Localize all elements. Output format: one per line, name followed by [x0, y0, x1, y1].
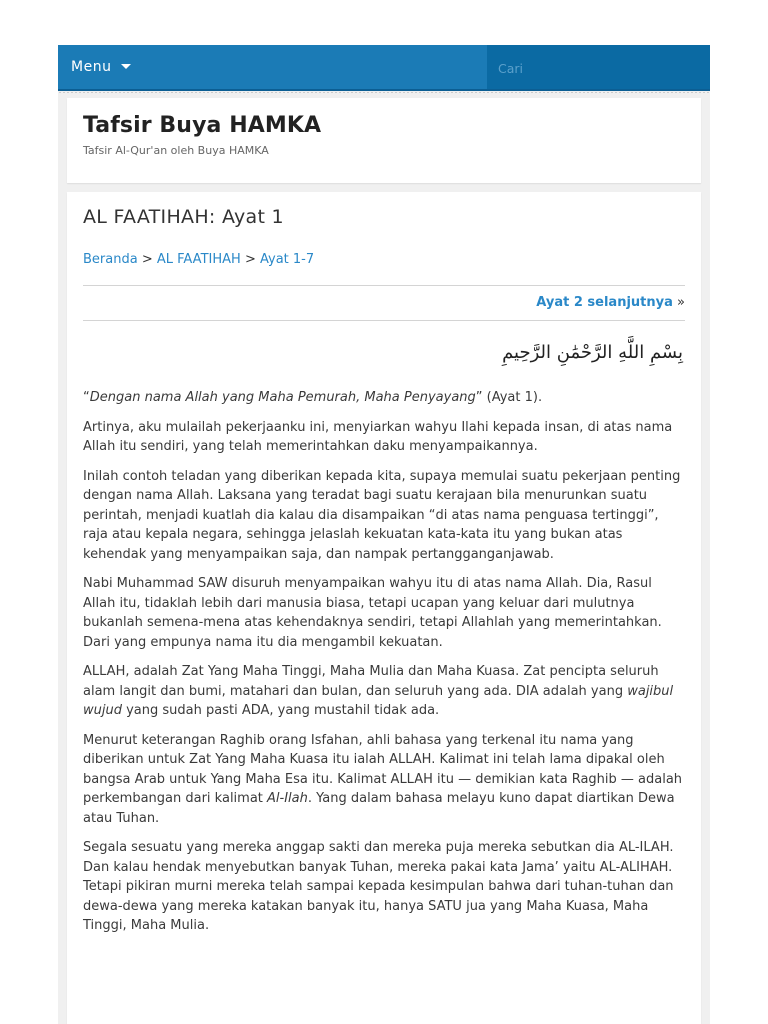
- post-body: [83, 388, 687, 946]
- search-input[interactable]: [487, 45, 710, 89]
- caret-down-icon: [121, 64, 131, 69]
- breadcrumb-home-link[interactable]: Beranda: [83, 252, 138, 267]
- breadcrumb-separator: >: [244, 252, 256, 267]
- top-navbar: [58, 45, 710, 91]
- breadcrumb-range-link[interactable]: Ayat 1-7: [259, 252, 315, 267]
- menu-button[interactable]: [58, 45, 487, 89]
- breadcrumb-separator: >: [141, 252, 153, 267]
- post-card: [67, 192, 701, 1024]
- paragraph: [83, 731, 687, 829]
- search-box: [487, 45, 710, 89]
- italic-term: wajibul wujud: [83, 683, 674, 718]
- paragraph: Inilah contoh teladan yang diberikan kepada kita, supaya memulai suatu pekerjaan penting dengan nama Allah. Laksana yang teradat bagi suatu kerajaan bila menurunkan suatu perintah, menjadi kuatlah dia kalau dia disampaikan “di atas nama penguasa tertinggi”, raja atau kepala negara, sehingga jelaslah kekuatan kata-kata itu yang bukan atas kehendak yang menyampaikan saja, dan nampak pertangganganjawab.: [83, 468, 681, 562]
- paragraph: Segala sesuatu yang mereka anggap sakti dan mereka puja mereka sebutkan dia AL-ILAH. Dan kalau hendak menyebutkan banyak Tuhan, mereka pakai kata Jama’ yaitu AL-ALIHAH. Tetapi pikiran murni mereka telah sampai kepada kesimpulan bahwa dari tuhan-tuhan dan dewa-dewa yang mereka katakan banyak itu, hanya SATU jua yang Maha Kuasa, Maha Tinggi, Maha Mulia.: [83, 840, 674, 933]
- dotted-divider: [58, 91, 710, 94]
- verse-ref: ” (Ayat 1).: [475, 390, 543, 405]
- breadcrumb: [83, 252, 314, 267]
- paragraph: Nabi Muhammad SAW disuruh menyampaikan wahyu itu di atas nama Allah. Dia, Rasul Allah itu, tidaklah lebih dari manusia biasa, tetapi ucapan yang keluar dari mulutnya bukanlah semena-mena atas kehendaknya sendiri, tetapi Allahlah yang memerintahkan. Dari yang empunya nama itu dia mengambil kekuatan.: [83, 576, 662, 650]
- paragraph: [83, 662, 687, 721]
- open-quote: “: [83, 390, 90, 405]
- divider: [83, 320, 685, 321]
- next-arrow: »: [677, 295, 685, 310]
- next-post-nav: [536, 295, 685, 310]
- paragraph: Artinya, aku mulailah pekerjaanku ini, menyiarkan wahyu Ilahi kepada insan, di atas nama Allah itu sendiri, yang telah memerintahkan daku menyampaikannya.: [83, 419, 673, 454]
- site-tagline: Tafsir Al-Qur'an oleh Buya HAMKA: [83, 144, 269, 157]
- divider: [83, 285, 685, 286]
- bismillah-arabic: بِسْمِ اللَّهِ الرَّحْمَٰنِ الرَّحِيمِ: [502, 342, 683, 363]
- paragraph-text: yang sudah pasti ADA, yang mustahil tidak ada.: [121, 703, 440, 718]
- post-title: AL FAATIHAH: Ayat 1: [83, 206, 284, 228]
- paragraph-text: . Yang dalam bahasa melayu kuno dapat diartikan Dewa atau Tuhan.: [83, 791, 675, 826]
- paragraph-text: Menurut keterangan Raghib orang Isfahan, ahli bahasa yang terkenal itu nama yang diberikan untuk Zat Yang Maha Kuasa itu ialah ALLAH. Kalimat ini telah lama dipakal oleh bangsa Arab untuk Yang Maha Esa itu. Kalimat ALLAH itu — demikian kata Raghib — adalah perkembangan dari kalimat: [83, 732, 683, 806]
- next-post-link[interactable]: Ayat 2 selanjutnya: [536, 295, 673, 310]
- site-header: [67, 98, 701, 183]
- site-title[interactable]: Tafsir Buya HAMKA: [83, 113, 322, 138]
- verse-translation: [83, 388, 687, 408]
- verse-text: Dengan nama Allah yang Maha Pemurah, Maha Penyayang: [89, 390, 476, 405]
- breadcrumb-surah-link[interactable]: AL FAATIHAH: [156, 252, 241, 267]
- page-frame: [58, 45, 710, 1024]
- italic-term: Al-Ilah: [267, 791, 308, 806]
- paragraph-text: ALLAH, adalah Zat Yang Maha Tinggi, Maha Mulia dan Maha Kuasa. Zat pencipta seluruh alam langit dan bumi, matahari dan bulan, dan seluruh yang ada. DIA adalah yang: [83, 664, 659, 699]
- menu-label: Menu: [71, 59, 112, 75]
